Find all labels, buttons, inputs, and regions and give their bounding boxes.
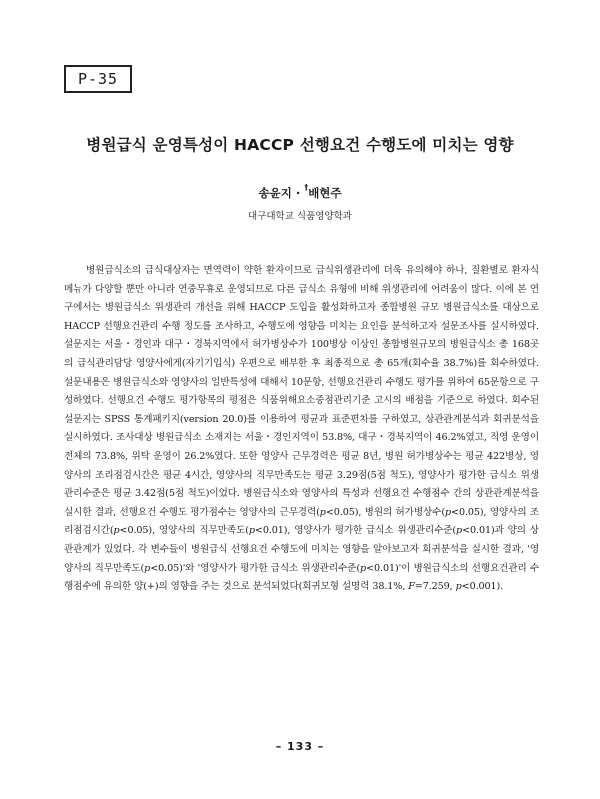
stat-symbol: p	[248, 525, 255, 537]
abstract-segment: <0.001).	[461, 581, 504, 593]
affiliation: 대구대학교 식품영양학과	[248, 211, 352, 222]
author-second: 배현주	[308, 186, 342, 200]
stat-symbol: p	[444, 506, 452, 518]
abstract-segment: <0.01)'이 병원급식소의 선행요건관리 수행점수에 유의한 양(+)의 영향을 주는 것으로 분석되었다(회귀모형 설명력 38.1%,	[64, 562, 539, 593]
abstract-segment: <0.05)'와 '영양사가 평가한 급식소 위생관리수준(	[150, 562, 360, 574]
stat-symbol: p	[113, 525, 120, 537]
author-line	[0, 185, 600, 201]
abstract-segment: 병원급식소의 급식대상자는 면역력이 약한 환자이므로 급식위생관리에 더욱 유의해야 하나, 질환별로 환자식 메뉴가 다양할 뿐만 아니라 연중무휴로 운영되므로 다른 급식소 유형에 비해 위생관리에 어려움이 많다. 이에 본 연구에서는 병원급식소 위생관리 개선을 위해 HACCP 도입을 활성화하고자 종합병원 규모 병원급식소를 대상으로 HACCP 선행요건관리 수행 정도를 조사하고, 수행도에 영향을 미치는 요인을 분석하고자 설문조사를 실시하였다. 설문지는 서울・경인과 대구・경북지역에서 허가병상수가 100병상 이상인 종합병원규모의 병원급식소 총 168곳의 급식관리담당 영양사에게(자기기입식) 우편으로 배부한 후 최종적으로 총 65개(회수율 38.7%)를 회수하였다. 설문내용은 병원급식소와 영양사의 일반특성에 대해서 10문항, 선행요건관리 수행도 평가를 위하여 65문항으로 구성하였다. 선행요건 수행도 평가항목의 평점은 식품위해요소중점관리기준 고시의 배점을 기준으로 하였다. 회수된 설문지는 SPSS 통계패키지(version 20.0)를 이용하여 평균과 표준편차를 구하였고, 상관관계분석과 회귀분석을 실시하였다. 조사대상 병원급식소 소재지는 서울・경인지역이 53.8%, 대구・경북지역이 46.2%였고, 직영 운영이 전체의 73.8%, 위탁 운영이 26.2%였다. 또한 영양사 근무경력은 평균 8년, 병원 허가병상수는 평균 422병상, 영양사의 조리점검시간은 평균 4시간, 영양사의 직무만족도는 평균 3.29점(5점 척도), 영양사가 평가한 급식소 위생관리수준은 평균 3.42점(5점 척도)이었다. 병원급식소와 영양사의 특성과 선행요건 수행점수 간의 상관관계분석을 실시한 결과, 선행요건 수행도 평가점수는 영양사의 근무경력(	[64, 265, 539, 518]
stat-symbol: p	[455, 581, 462, 593]
abstract-segment: <0.05), 병원의 허가병상수(	[325, 506, 445, 518]
abstract-segment: <0.05), 영양사의 조리점검시간(	[64, 506, 540, 537]
abstract-segment: <0.01), 영양사가 평가한 급식소 위생관리수준(	[254, 525, 457, 537]
abstract-segment: <0.01)과 양의 상관관계가 있었다. 각 변수들이 병원급식 선행요건 수행도에 미치는 영향을 알아보고자 회귀분석을 실시한 결과, '영양사의 직무만족도(	[64, 525, 539, 574]
page-number: – 133 –	[275, 740, 325, 753]
abstract-text	[64, 262, 539, 597]
stat-symbol: p	[319, 506, 326, 518]
abstract-segment: <0.05), 영양사의 직무만족도(	[119, 525, 249, 537]
paper-title: 병원급식 운영특성이 HACCP 선행요건 수행도에 미치는 영향	[86, 136, 514, 154]
poster-id-badge: P-35	[64, 65, 132, 93]
stat-symbol: p	[456, 525, 463, 537]
author-first: 송윤지 ·	[258, 186, 305, 200]
stat-symbol: p	[360, 562, 367, 574]
corresponding-author-mark: †	[304, 183, 309, 192]
stat-symbol: p	[144, 562, 151, 574]
abstract-segment: =7.259,	[414, 581, 456, 593]
stat-symbol: F	[408, 581, 415, 593]
